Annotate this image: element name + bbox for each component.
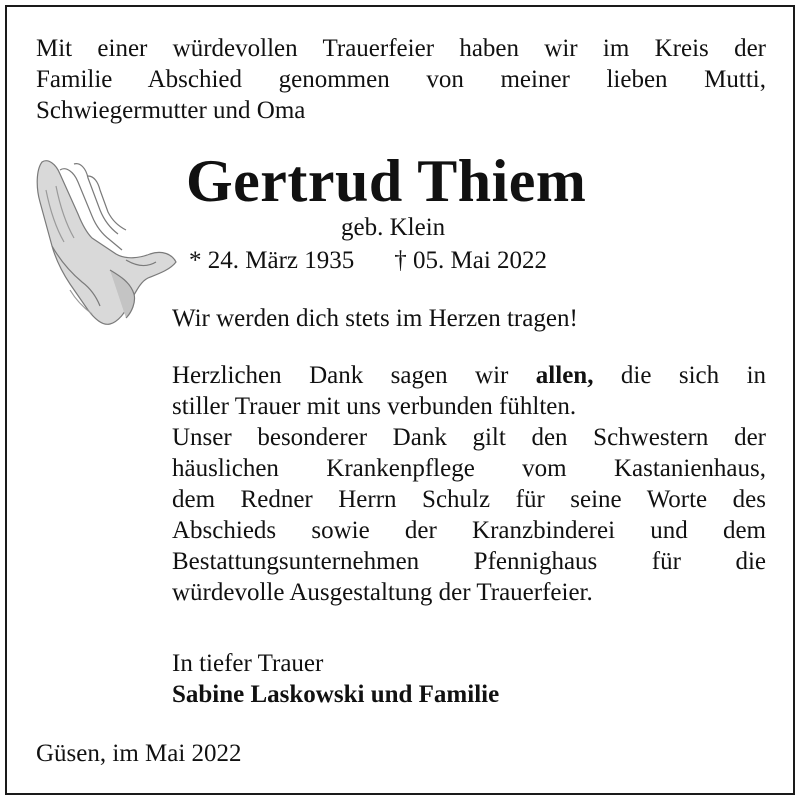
thanks-line: häuslichen Krankenpflege vom Kastanienhaus, [172,455,766,482]
motto: Wir werden dich stets im Herzen tragen! [172,305,578,332]
closing [172,648,499,710]
life-dates [189,246,547,276]
intro-line: Schwiegermutter und Oma [36,97,306,124]
deceased-name: Gertrud Thiem [186,148,587,214]
thanks-line: Bestattungsunternehmen Pfennighaus für die [172,548,766,575]
intro-line: Mit einer würdevollen Trauerfeier haben wir im Kreis der [36,35,766,62]
thanks-line: Herzlichen Dank sagen wir allen, die sich in [172,362,767,389]
place-date: Güsen, im Mai 2022 [36,740,242,767]
intro-text [36,33,766,126]
thanks-line: Unser besonderer Dank gilt den Schwestern der [172,424,766,451]
thanks-text [172,360,766,608]
praying-hands-icon [30,150,180,330]
thanks-line: würdevolle Ausgestaltung der Trauerfeier. [172,579,593,606]
thanks-line: dem Redner Herrn Schulz für seine Worte des [172,486,766,513]
thanks-line: Abschieds sowie der Kranzbinderei und dem [172,517,766,544]
signature: Sabine Laskowski und Familie [172,681,500,708]
intro-line: Familie Abschied genommen von meiner lieben Mutti, [36,66,766,93]
death-date: † 05. Mai 2022 [394,247,548,274]
birth-name: geb. Klein [341,214,446,241]
birth-date: * 24. März 1935 [189,247,355,274]
closing-phrase: In tiefer Trauer [172,650,324,677]
thanks-line: stiller Trauer mit uns verbunden fühlten. [172,393,577,420]
emphasis-all: allen, [535,362,594,389]
